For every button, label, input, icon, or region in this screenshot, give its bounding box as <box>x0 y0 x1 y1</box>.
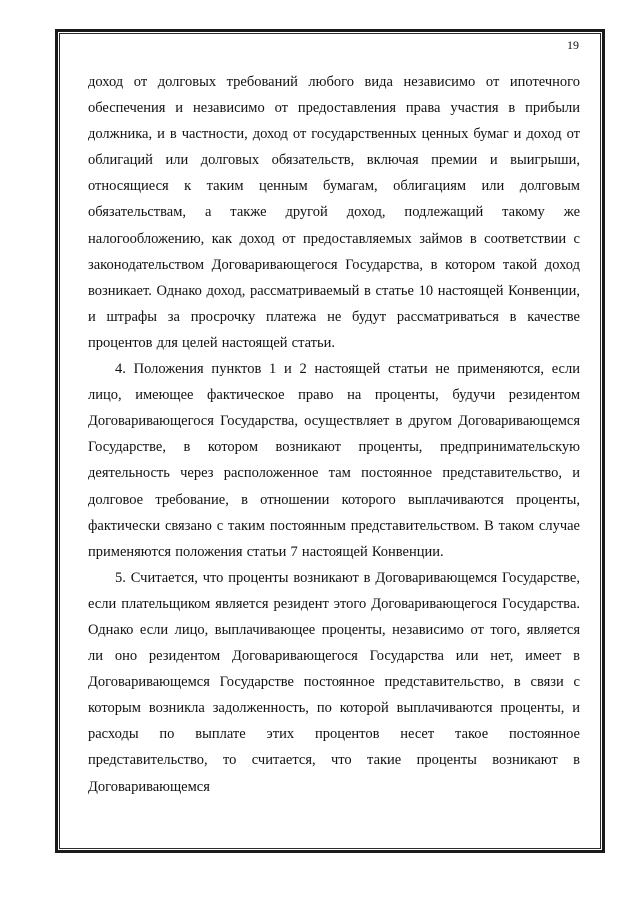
paragraph-item-4: 4. Положения пунктов 1 и 2 настоящей статьи не применяются, если лицо, имеющее фактическое право на проценты, будучи резидентом Договаривающегося Государства, осуществляет в другом Договаривающемся Государстве, в котором возникают проценты, предпринимательскую деятельность через расположенное там постоянное представительство, и долговое требование, в отношении которого выплачиваются проценты, фактически связано с таким постоянным представительством. В таком случае применяются положения статьи 7 настоящей Конвенции. <box>88 361 580 560</box>
document-body <box>88 69 580 800</box>
page-number: 19 <box>567 38 579 52</box>
paragraph-continuation: доход от долговых требований любого вида независимо от ипотечного обеспечения и независимо от предоставления права участия в прибыли должника, и в частности, доход от государственных ценных бумаг и доход от облигаций или долговых обязательств, включая премии и выигрыши, относящиеся к таким ценным бумагам, облигациям или долговым обязательствам, а также другой доход, подлежащий такому же налогообложению, как доход от предоставляемых займов в соответствии с законодательством Договаривающегося Государства, в котором такой доход возникает. Однако доход, рассматриваемый в статье 10 настоящей Конвенции, и штрафы за просрочку платежа не будут рассматриваться в качестве процентов для целей настоящей статьи. <box>88 74 580 351</box>
paragraph-item-5: 5. Считается, что проценты возникают в Договаривающемся Государстве, если плательщиком является резидент этого Договаривающегося Государства. Однако если лицо, выплачивающее проценты, независимо от того, является ли оно резидентом Договаривающегося Государства или нет, имеет в Договаривающемся Государстве постоянное представительство, в связи с которым возникла задолженность, по которой выплачиваются проценты, и расходы по выплате этих процентов несет такое постоянное представительство, то считается, что такие проценты возникают в Договаривающемся <box>88 569 580 795</box>
